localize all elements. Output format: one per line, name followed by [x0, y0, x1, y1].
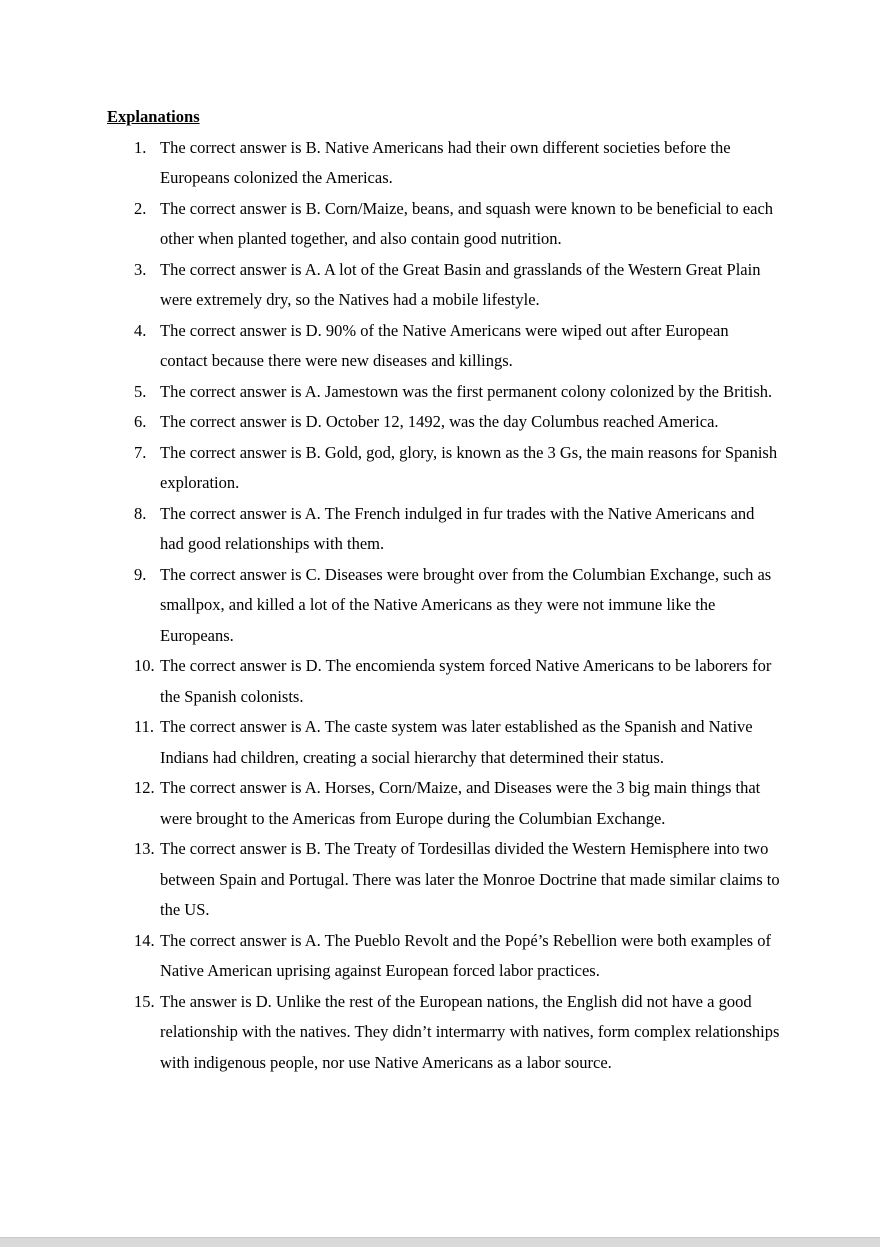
- item-number: 4.: [134, 320, 147, 340]
- item-number: 3.: [134, 259, 147, 279]
- item-text: The correct answer is A. The Pueblo Revolt and the Popé’s Rebellion were both examples of Native American uprising against European forced labor practices.: [160, 930, 771, 980]
- item-number: 11.: [134, 717, 155, 736]
- item-text: The correct answer is D. 90% of the Native Americans were wiped out after European contact because there were new diseases and killings.: [160, 320, 729, 370]
- item-text: The correct answer is A. The French indulged in fur trades with the Native Americans and had good relationships with them.: [160, 503, 755, 553]
- item-text: The correct answer is A. Horses, Corn/Maize, and Diseases were the 3 big main things that were brought to the Americas from Europe during the Columbian Exchange.: [160, 778, 761, 828]
- page-bottom-edge: [0, 1237, 880, 1247]
- list-item: [107, 560, 780, 652]
- document-content: [107, 102, 780, 1078]
- list-item: [107, 499, 780, 560]
- item-text: The correct answer is D. October 12, 1492, was the day Columbus reached America.: [160, 412, 719, 431]
- list-item: [107, 316, 780, 377]
- list-item: [107, 834, 780, 926]
- item-number: 1.: [134, 137, 147, 157]
- item-text: The correct answer is B. Native Americans had their own different societies before the Europeans colonized the Americas.: [160, 137, 731, 187]
- explanation-list: [107, 133, 780, 1079]
- item-number: 13.: [134, 839, 155, 858]
- list-item: [107, 407, 780, 438]
- item-number: 10.: [134, 656, 155, 675]
- item-text: The correct answer is B. Corn/Maize, beans, and squash were known to be beneficial to each other when planted together, and also contain good nutrition.: [160, 198, 774, 248]
- list-item: [107, 438, 780, 499]
- list-item: [107, 194, 780, 255]
- item-text: The correct answer is A. Jamestown was the first permanent colony colonized by the British.: [160, 381, 773, 401]
- item-text: The answer is D. Unlike the rest of the European nations, the English did not have a good relationship with the natives. They didn’t intermarry with natives, form complex relationships with indigenous people, nor use Native Americans as a labor source.: [160, 991, 780, 1072]
- item-text: The correct answer is B. The Treaty of Tordesillas divided the Western Hemisphere into two between Spain and Portugal. There was later the Monroe Doctrine that made similar claims to the US.: [160, 839, 780, 919]
- item-number: 5.: [134, 381, 147, 401]
- item-number: 14.: [134, 930, 155, 950]
- list-item: [107, 651, 780, 712]
- list-item: [107, 773, 780, 834]
- item-text: The correct answer is C. Diseases were brought over from the Columbian Exchange, such as smallpox, and killed a lot of the Native Americans as they were not immune like the Europeans.: [160, 564, 772, 645]
- item-text: The correct answer is D. The encomienda system forced Native Americans to be laborers for the Spanish colonists.: [160, 656, 772, 706]
- item-number: 7.: [134, 442, 147, 462]
- list-item: [107, 133, 780, 194]
- item-number: 12.: [134, 778, 155, 797]
- item-text: The correct answer is A. The caste system was later established as the Spanish and Native Indians had children, creating a social hierarchy that determined their status.: [160, 717, 753, 767]
- item-number: 6.: [134, 412, 147, 431]
- list-item: [107, 926, 780, 987]
- item-number: 2.: [134, 198, 147, 218]
- list-item: [107, 255, 780, 316]
- item-number: 9.: [134, 564, 147, 584]
- item-text: The correct answer is B. Gold, god, glory, is known as the 3 Gs, the main reasons for Spanish exploration.: [160, 442, 778, 492]
- list-item: [107, 987, 780, 1079]
- list-item: [107, 377, 780, 408]
- page-title: Explanations: [107, 107, 200, 126]
- item-number: 8.: [134, 503, 147, 523]
- item-text: The correct answer is A. A lot of the Great Basin and grasslands of the Western Great Plain were extremely dry, so the Natives had a mobile lifestyle.: [160, 259, 761, 309]
- list-item: [107, 712, 780, 773]
- item-number: 15.: [134, 991, 155, 1011]
